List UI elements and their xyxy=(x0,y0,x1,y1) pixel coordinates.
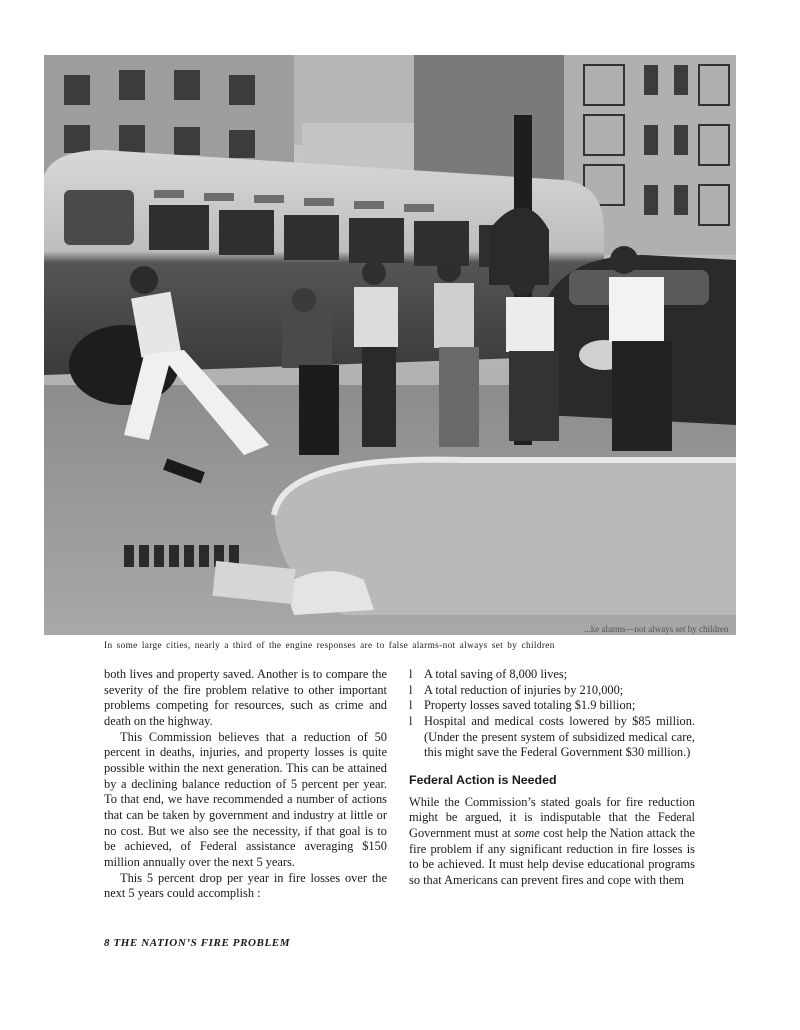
bullet-item xyxy=(409,714,695,761)
right-paragraph-1 xyxy=(409,795,695,889)
section-heading: Federal Action is Needed xyxy=(409,772,557,787)
photo-caption: In some large cities, nearly a third of the engine responses are to false alarms-not always set by children xyxy=(104,641,555,651)
right-column xyxy=(409,667,695,889)
left-paragraph-3: This 5 percent drop per year in fire losses over the next 5 years could accomplish : xyxy=(104,870,387,901)
bullet-marker: l xyxy=(409,698,413,713)
bullet-marker: l xyxy=(409,682,413,697)
child-4 xyxy=(434,258,479,447)
bullet-text: A total reduction of injuries by 210,000; xyxy=(424,682,624,697)
bullet-marker: l xyxy=(409,667,413,681)
street-scene-photo xyxy=(44,55,736,635)
left-paragraph-2: This Commission believes that a reduction of 50 percent in deaths, injuries, and property losses is quite possible within the next generation. This can be attained by a declining balance reduction of 5 percent per year. To that end, we have recommended a number of actions that can be taken by government and industry at little or no cost. But we also see the necessity, if that goal is to be achieved, of Federal assistance averaging $150 million annually over the next 5 years. xyxy=(104,729,387,869)
bullet-text: Property losses saved totaling $1.9 billion; xyxy=(424,698,636,713)
bullet-item xyxy=(409,667,695,683)
photo-embedded-caption-fragment: ...ke alarms—not always set by children xyxy=(584,624,729,634)
right-paragraph-text-b: cost help the Nation attack the fire problem if any significant reduction in fire losses is to be achieved. It must help devise educational programs so that Americans can prevent fires and cope with them xyxy=(409,825,696,887)
page-footer: 8 THE NATION’S FIRE PROBLEM xyxy=(104,937,291,949)
bullet-text: A total saving of 8,000 lives; xyxy=(424,667,568,681)
bullet-item xyxy=(409,698,695,714)
bullet-marker: l xyxy=(409,713,413,728)
bullet-item xyxy=(409,683,695,699)
left-column xyxy=(104,667,387,902)
bullet-text: Hospital and medical costs lowered by $85 million. (Under the present system of subsidized medical care, this might save the Federal Government $30 million.) xyxy=(424,713,695,760)
right-paragraph-text-a: While the Commission’s stated goals for fire reduction might be argued, it is indisputable that the Federal Government must at xyxy=(409,794,695,840)
left-paragraph-1: both lives and property saved. Another is to compare the severity of the fire problem relative to other important problems competing for resources, such as crime and death on the highway. xyxy=(104,667,387,728)
photo-illustration xyxy=(44,55,736,635)
emphasis-some: some xyxy=(514,825,540,840)
